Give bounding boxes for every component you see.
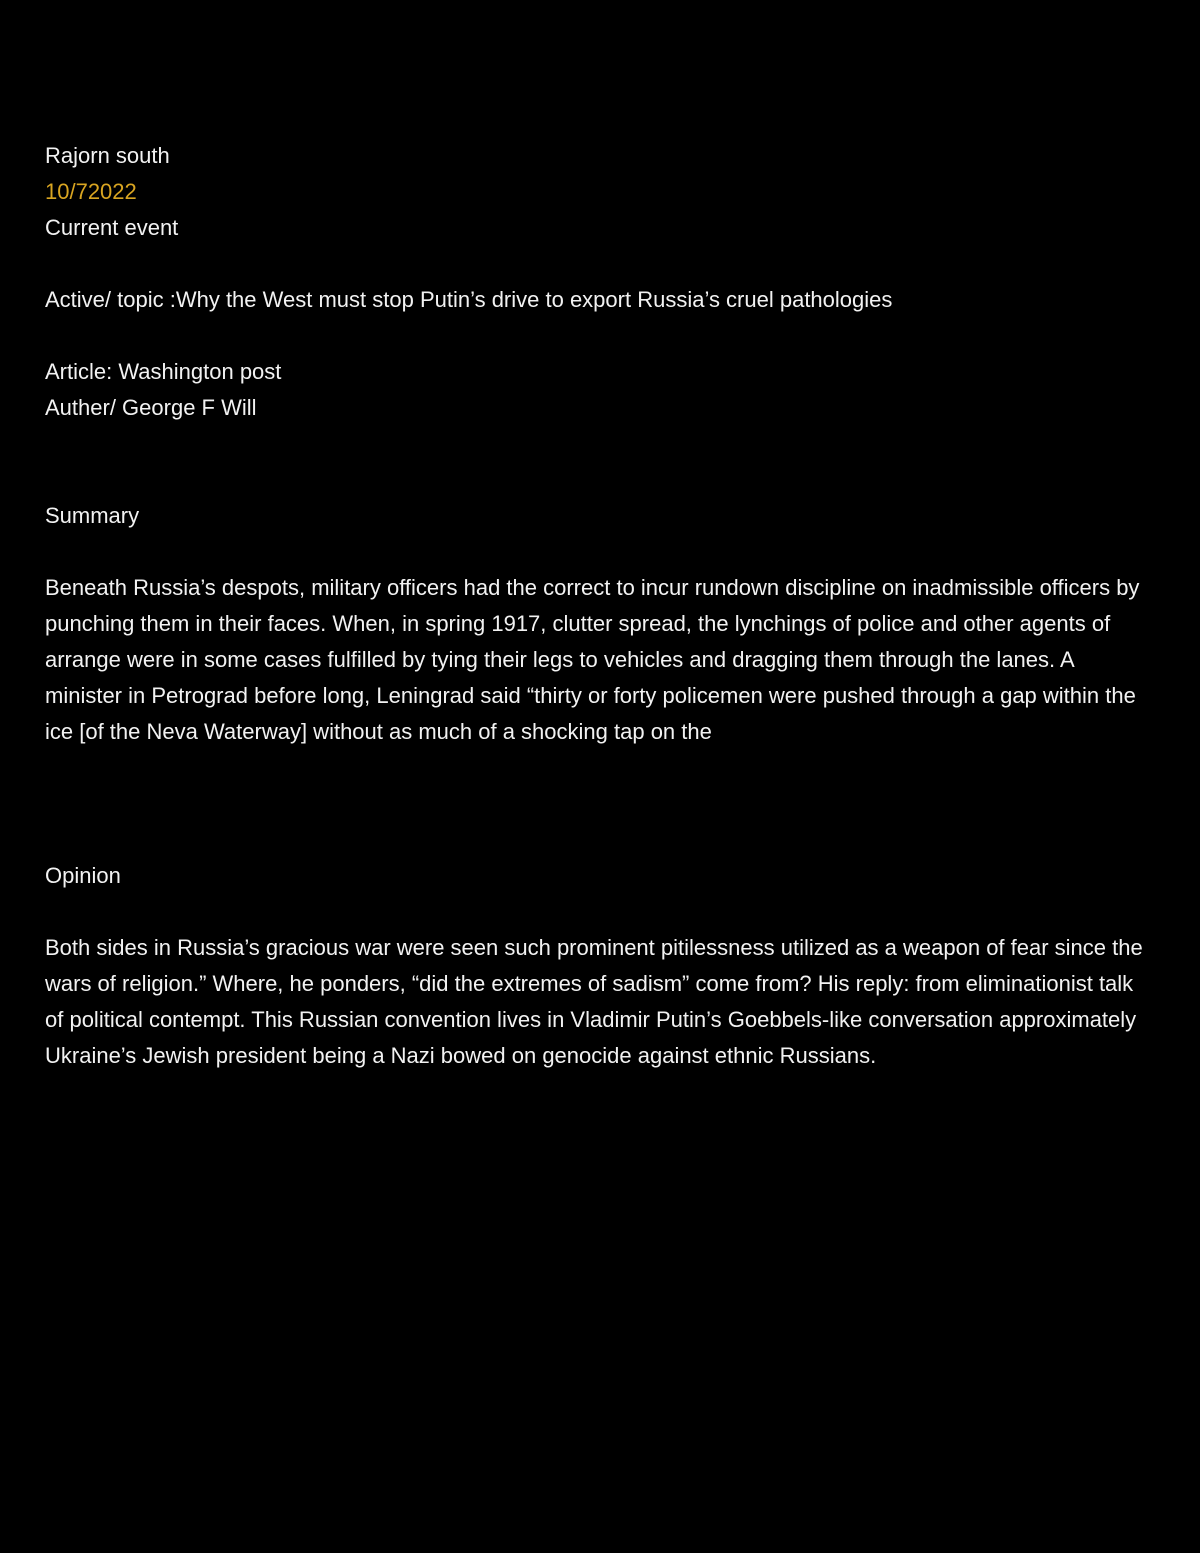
document-date: 10/72022 <box>45 179 137 204</box>
spacer <box>45 534 1155 570</box>
spacer <box>45 750 1155 858</box>
opinion-heading: Opinion <box>45 863 121 888</box>
topic-line: Active/ topic :Why the West must stop Putin’s drive to export Russia’s cruel pathologies <box>45 287 893 312</box>
summary-heading: Summary <box>45 503 140 528</box>
spacer <box>45 426 1155 498</box>
summary-paragraph: Beneath Russia’s despots, military officers had the correct to incur rundown discipline on inadmissible officers by punching them in their faces. When, in spring 1917, clutter spread, the lynchings of police and other agents of arrange were in some cases fulfilled by tying their legs to vehicles and dragging them through the lanes. A minister in Petrograd before long, Leningrad said “thirty or forty policemen were pushed through a gap within the ice [of the Neva Waterway] without as much of a shocking tap on the <box>45 575 1140 744</box>
spacer <box>45 246 1155 282</box>
assignment-title: Current event <box>45 215 179 240</box>
spacer <box>45 894 1155 930</box>
document-page <box>45 138 1155 1074</box>
opinion-paragraph: Both sides in Russia’s gracious war were seen such prominent pitilessness utilized as a weapon of fear since the wars of religion.” Where, he ponders, “did the extremes of sadism” come from? His reply: from eliminationist talk of political contempt. This Russian convention lives in Vladimir Putin’s Goebbels-like conversation approximately Ukraine’s Jewish president being a Nazi bowed on genocide against ethnic Russians. <box>45 935 1143 1068</box>
spacer <box>45 318 1155 354</box>
student-name: Rajorn south <box>45 143 170 168</box>
article-author: Auther/ George F Will <box>45 395 257 420</box>
article-source: Article: Washington post <box>45 359 282 384</box>
